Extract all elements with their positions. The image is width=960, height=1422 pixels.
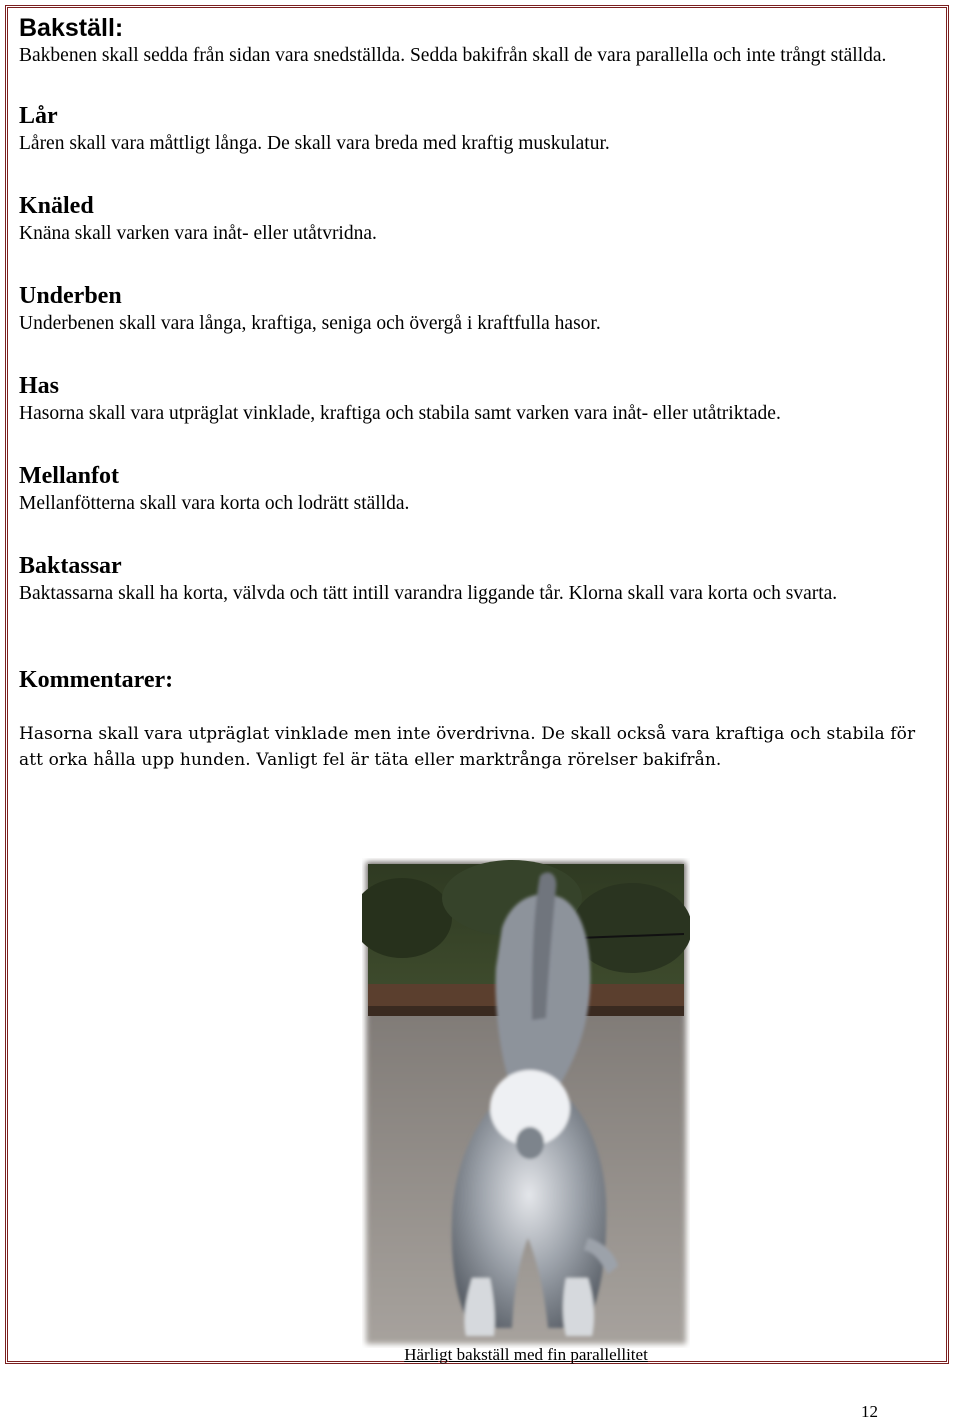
- dog-photo-illustration: [362, 858, 690, 1348]
- document-body: [19, 13, 939, 773]
- section-heading: Mellanfot: [19, 463, 119, 489]
- section-lar: [19, 101, 939, 157]
- comments-text: Hasorna skall vara utpräglat vinklade men inte överdrivna. De skall också vara kraftiga och stabila för att orka hålla upp hunden. Vanligt fel är täta eller marktrånga rörelser bakifrån.: [19, 724, 916, 770]
- dog-hindquarters-photo: [362, 858, 690, 1348]
- section-has: [19, 371, 939, 427]
- section-underben: [19, 281, 939, 337]
- section-heading: Underben: [19, 283, 122, 309]
- section-knaled: [19, 191, 939, 247]
- section-baktassar: [19, 551, 939, 607]
- section-mellanfot: [19, 461, 939, 517]
- section-heading: Knäled: [19, 193, 94, 219]
- section-heading: Lår: [19, 103, 58, 129]
- intro-paragraph: Bakbenen skall sedda från sidan vara snedställda. Sedda bakifrån skall de vara parallella och inte trångt ställda.: [19, 45, 887, 66]
- photo-caption: Härligt bakställ med fin parallellitet: [404, 1345, 648, 1364]
- section-text: Knäna skall varken vara inåt- eller utåtvridna.: [19, 223, 377, 244]
- section-heading: Baktassar: [19, 553, 122, 579]
- section-text: Hasorna skall vara utpräglat vinklade, kraftiga och stabila samt varken vara inåt- eller utåtriktade.: [19, 403, 781, 424]
- page-title: Bakställ:: [19, 14, 124, 42]
- section-text: Underbenen skall vara långa, kraftiga, seniga och övergå i kraftfulla hasor.: [19, 313, 601, 334]
- section-heading: Has: [19, 373, 60, 399]
- page-number: 12: [861, 1402, 878, 1421]
- section-text: Mellanfötterna skall vara korta och lodrätt ställda.: [19, 493, 410, 514]
- comments-heading: Kommentarer:: [19, 667, 174, 693]
- section-text: Baktassarna skall ha korta, välvda och tätt intill varandra liggande tår. Klorna skall vara korta och svarta.: [19, 583, 838, 604]
- section-text: Låren skall vara måttligt långa. De skall vara breda med kraftig muskulatur.: [19, 133, 610, 154]
